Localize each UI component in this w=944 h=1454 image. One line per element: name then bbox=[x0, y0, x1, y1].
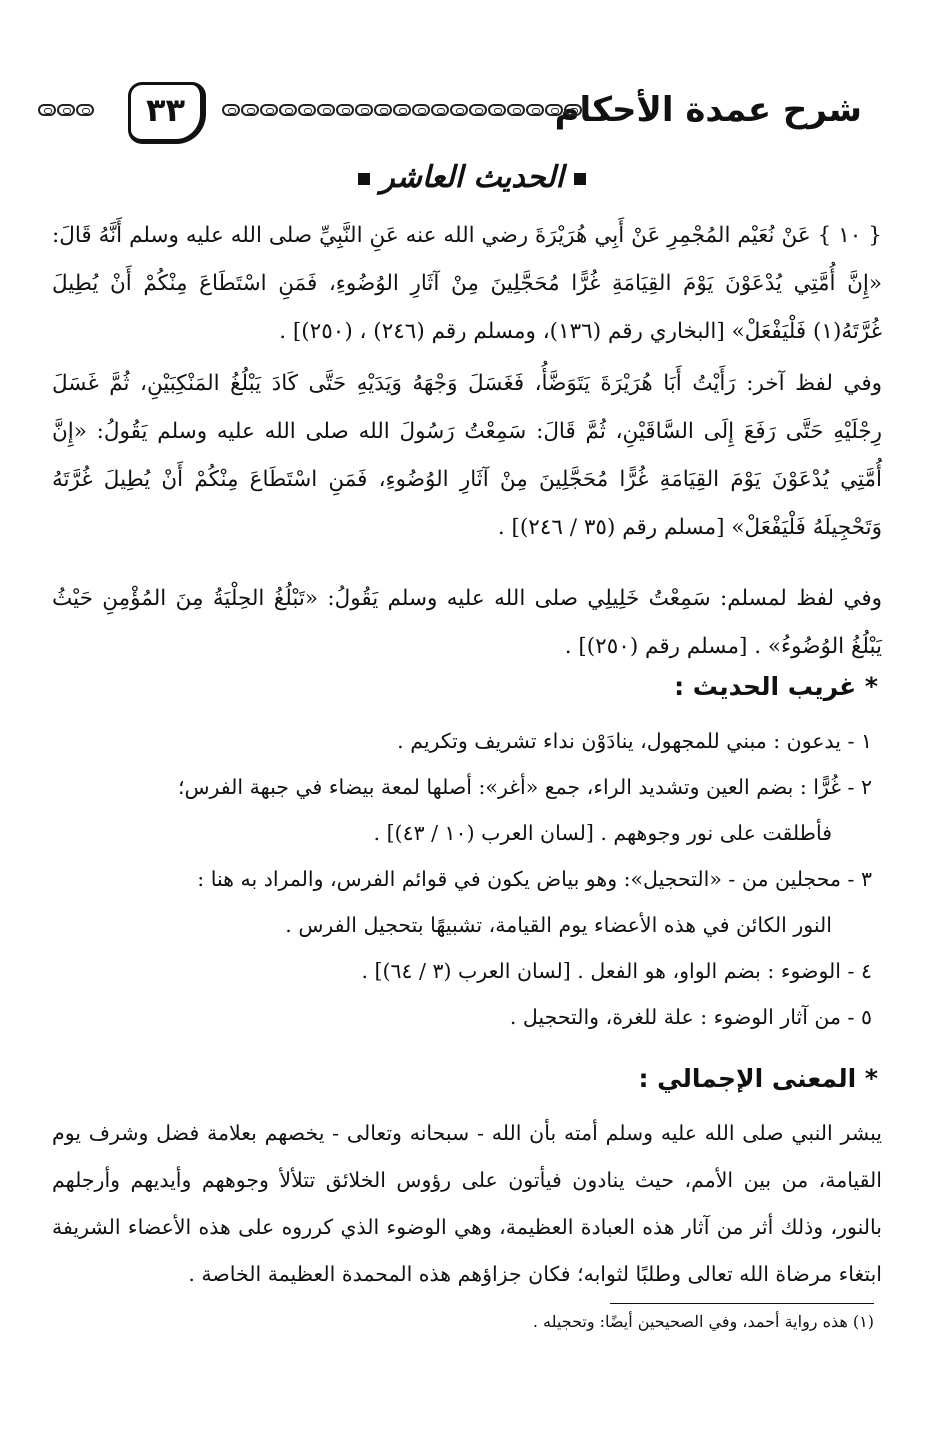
item-text: محجلين من - «التحجيل»: وهو بياض يكون في قوائم الفرس، والمراد به هنا : bbox=[197, 867, 841, 891]
square-bullet-icon bbox=[358, 173, 370, 185]
item-continuation: النور الكائن في هذه الأعضاء يوم القيامة، تشبيهًا بتحجيل الفرس . bbox=[285, 913, 832, 937]
meaning-text: يبشر النبي صلى الله عليه وسلم أمته بأن الله - سبحانه وتعالى - يخصهم بعلامة فضل وشرف يوم القيامة، من بين الأمم، حيث ينادون فيأتون على رؤوس الخلائق تتلألأ وجوههم وأيديهم وأرجلهم بالنور، وذلك أثر من آثار هذه العبادة العظيمة، وهي الوضوء الذي كرروه على هذه الأعضاء الشريفة ابتغاء مرضاة الله تعالى وطلبًا لثوابه؛ فكان جزاؤهم هذه المحمدة العظيمة الخاصة . bbox=[52, 1121, 882, 1286]
item-continuation: فأطلقت على نور وجوههم . [لسان العرب (١٠ / ٤٣)] . bbox=[373, 821, 832, 845]
item-text: غُرًّا : بضم العين وتشديد الراء، جمع «أغر»: أصلها لمعة بيضاء في جبهة الفرس؛ bbox=[177, 775, 841, 799]
list-item bbox=[52, 856, 872, 948]
section-title-text: الحديث العاشر bbox=[380, 160, 564, 195]
square-bullet-icon bbox=[574, 173, 586, 185]
list-item bbox=[52, 764, 872, 856]
book-title: شرح عمدة الأحكام bbox=[554, 90, 862, 130]
header-ornament-left bbox=[38, 104, 94, 120]
meaning-heading: * المعنى الإجمالي : bbox=[638, 1064, 878, 1093]
hadith-other-wording: وفي لفظ آخر: رَأَيْتُ أَبَا هُرَيْرَةَ يَتَوَضَّأُ، فَغَسَلَ وَجْهَهُ وَيَدَيْهِ حَتَّى كَادَ يَبْلُغُ المَنْكِبَيْنِ، ثُمَّ غَسَلَ رِجْلَيْهِ حَتَّى رَفَعَ إِلَى السَّاقَيْنِ، ثُمَّ قَالَ: سَمِعْتُ رَسُولَ الله صلى الله عليه وسلم يَقُولُ: «إِنَّ أُمَّتِي يُدْعَوْنَ يَوْمَ القِيَامَةِ غُرًّا مُحَجَّلِينَ مِنْ آثَارِ الوُضُوءِ، فَمَنِ اسْتَطَاعَ مِنْكُمْ أَنْ يُطِيلَ غُرَّتَهُ وَتَحْجِيلَهُ فَلْيَفْعَلْ» [مسلم رقم (٣٥ / ٢٤٦)] . bbox=[52, 371, 882, 540]
hadith-muslim-wording: وفي لفظ لمسلم: سَمِعْتُ خَلِيلِي صلى الله عليه وسلم يَقُولُ: «تَبْلُغُ الحِلْيَةُ مِنَ المُؤْمِنِ حَيْثُ يَبْلُغُ الوُضُوءُ» . [مسلم رقم (٢٥٠)] . bbox=[52, 586, 882, 659]
item-text: من آثار الوضوء : علة للغرة، والتحجيل . bbox=[509, 1005, 841, 1029]
item-number: ٢ - bbox=[847, 775, 872, 799]
page-header bbox=[0, 72, 944, 152]
item-number: ١ - bbox=[847, 729, 872, 753]
gharib-heading: * غريب الحديث : bbox=[674, 672, 878, 701]
list-item bbox=[52, 948, 872, 994]
hadith-main-text: { ١٠ } عَنْ نُعَيْم المُجْمِرِ عَنْ أَبِي هُرَيْرَةَ رضي الله عنه عَنِ النَّبِيِّ صلى الله عليه وسلم أَنَّهُ قَالَ: «إِنَّ أُمَّتِي يُدْعَوْنَ يَوْمَ القِيَامَةِ غُرًّا مُحَجَّلِينَ مِنْ آثَارِ الوُضُوءِ، فَمَنِ اسْتَطَاعَ مِنْكُمْ أَنْ يُطِيلَ غُرَّتَهُ(١) فَلْيَفْعَلْ» [البخاري رقم (١٣٦)، ومسلم رقم (٢٤٦) ، (٢٥٠)] . bbox=[52, 223, 882, 344]
gharib-list bbox=[52, 718, 872, 1040]
footnote-divider bbox=[610, 1303, 874, 1304]
footnote: (١) هذه رواية أحمد، وفي الصحيحين أيضًا: وتحجيله . bbox=[532, 1312, 874, 1331]
item-number: ٥ - bbox=[847, 1005, 872, 1029]
list-item bbox=[52, 994, 872, 1040]
header-ornament bbox=[222, 104, 582, 120]
list-item bbox=[52, 718, 872, 764]
section-title bbox=[0, 160, 944, 195]
item-number: ٣ - bbox=[847, 867, 872, 891]
page-number: ٣٣ bbox=[145, 91, 186, 129]
item-number: ٤ - bbox=[847, 959, 872, 983]
page-number-frame bbox=[128, 82, 206, 144]
item-text: الوضوء : بضم الواو، هو الفعل . [لسان العرب (٣ / ٦٤)] . bbox=[361, 959, 841, 983]
item-text: يدعون : مبني للمجهول، ينادَوْن نداء تشريف وتكريم . bbox=[397, 729, 841, 753]
